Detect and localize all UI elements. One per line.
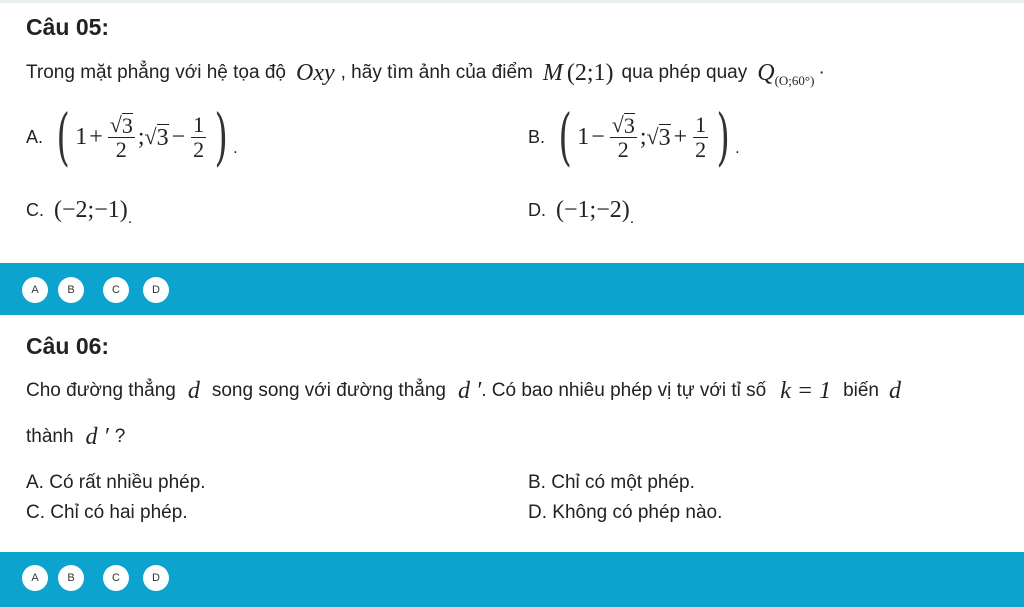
q5-option-d-label: D. (528, 199, 546, 220)
q5-answer-b-button[interactable]: B (58, 277, 84, 303)
q5-end-dot: · (818, 62, 825, 83)
q5-option-b-label: B. (528, 126, 546, 147)
question-6-text-line1: Cho đường thẳng d song song với đường thẳng d ′ . Có bao nhiêu phép vị tự với tỉ số k = 1 biến d (26, 377, 901, 404)
q5-option-b-expr: ( 1 − √ 3 2 ; √ 3 + $\frac{1}{2}$ ) . (558, 100, 740, 173)
q5-option-a-expr: ( 1 + √ 3 2 ; √ 3 − $\frac{1}{2}$ ) . (56, 100, 238, 173)
frac-1-over-2: $\frac{1}{2}$ (695, 112, 707, 162)
sqrt-3: √ 3 (144, 124, 169, 151)
question-6-text-line2: thành d ′ ? (26, 423, 126, 450)
q5-text-post: qua phép quay (621, 62, 748, 83)
q6-option-d: D. Không có phép nào. (528, 502, 723, 523)
q5-oxy: Oxy (295, 59, 335, 86)
q5-answer-a-button[interactable]: A (22, 277, 48, 303)
q5-option-b (528, 100, 740, 173)
q6-k-eq: k = 1 (780, 377, 832, 404)
q6-answer-a-button[interactable]: A (22, 565, 48, 591)
q5-option-c: C. (−2;−1) . (26, 196, 133, 227)
q6-d: d (187, 377, 200, 404)
q6-option-b: B. Chỉ có một phép. (528, 472, 695, 493)
frac-sqrt3-over-2: √ 3 2 (109, 111, 133, 162)
q5-answer-bar (0, 263, 1024, 315)
frac-sqrt3-over-2: √ 3 2 (611, 111, 635, 162)
q6-d-2: d (889, 377, 901, 404)
q5-rot-sub: (O;60°) (774, 73, 815, 88)
right-paren: ) (716, 100, 730, 173)
q5-option-d-value: (−1;−2) (556, 196, 630, 223)
left-paren: ( (558, 100, 572, 173)
top-divider (0, 0, 1024, 3)
q5-text-pre: Trong mặt phẳng với hệ tọa độ (26, 62, 286, 83)
left-paren: ( (56, 100, 70, 173)
q5-option-a-label: A. (26, 126, 44, 147)
q6-answer-d-button[interactable]: D (143, 565, 169, 591)
q5-option-a (26, 100, 238, 173)
q5-text-mid: , hãy tìm ảnh của điểm (340, 62, 533, 83)
q5-option-d: D. (−1;−2) . (528, 196, 635, 227)
q5-point-name: M (542, 59, 563, 86)
q5-option-c-value: (−2;−1) (54, 196, 128, 223)
q6-option-a: A. Có rất nhiều phép. (26, 472, 206, 493)
sqrt-3: √ 3 (646, 124, 671, 151)
right-paren: ) (214, 100, 228, 173)
question-5-title: Câu 05: (26, 14, 110, 40)
q6-answer-bar (0, 552, 1024, 607)
q6-d-prime: d ′ (457, 377, 482, 404)
question-6-title: Câu 06: (26, 333, 110, 359)
q6-answer-c-button[interactable]: C (103, 565, 129, 591)
question-5-text (26, 58, 825, 88)
frac-1-over-2: $\frac{1}{2}$ (193, 112, 205, 162)
q6-answer-b-button[interactable]: B (58, 565, 84, 591)
q5-answer-c-button[interactable]: C (103, 277, 129, 303)
q5-point-coord: (2;1) (566, 59, 614, 86)
q5-option-c-label: C. (26, 199, 44, 220)
q5-rot-symbol: Q (757, 59, 775, 86)
q6-option-c: C. Chỉ có hai phép. (26, 502, 188, 523)
q6-d-prime-2: d ′ (85, 423, 109, 450)
q5-answer-d-button[interactable]: D (143, 277, 169, 303)
